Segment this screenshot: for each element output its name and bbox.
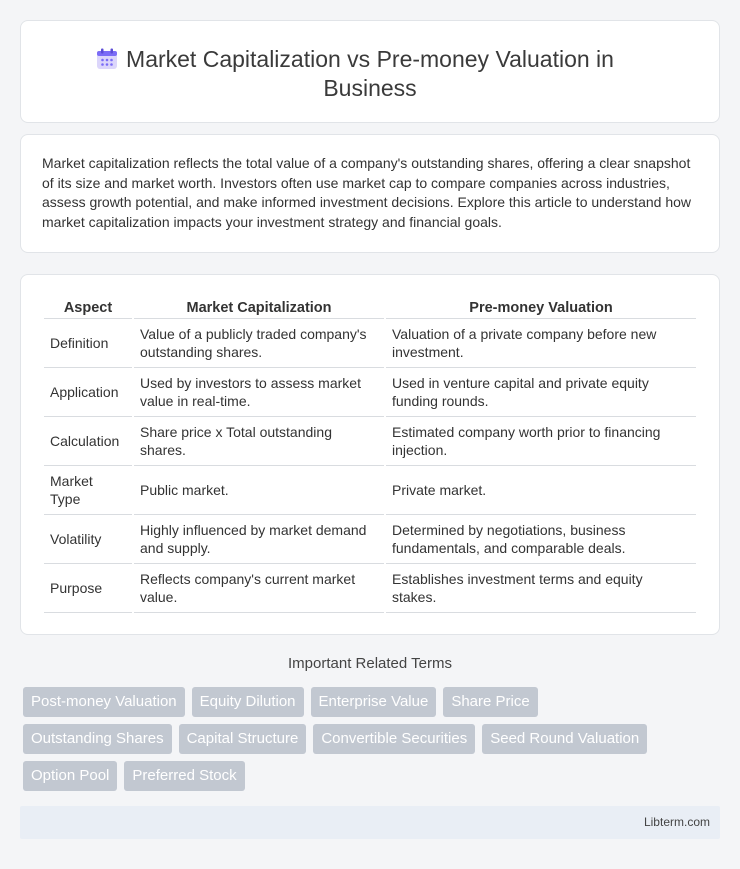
comparison-table: [42, 297, 698, 613]
table-row: [44, 368, 696, 417]
tag-enterprise-value[interactable]: Enterprise Value: [311, 687, 437, 717]
cell-market-cap: Used by investors to assess market value in real-time.: [134, 368, 384, 417]
cell-aspect: Volatility: [44, 515, 132, 564]
tag-preferred-stock[interactable]: Preferred Stock: [124, 761, 244, 791]
page-title: [21, 45, 719, 103]
tag-row: [23, 687, 703, 717]
footer-site-link[interactable]: Libterm.com: [643, 815, 710, 829]
cell-aspect: Application: [44, 368, 132, 417]
tag-row: [23, 761, 703, 791]
related-terms-list: [23, 687, 703, 798]
comparison-card: [20, 274, 720, 635]
table-header-row: [44, 297, 696, 319]
cell-market-cap: Highly influenced by market demand and supply.: [134, 515, 384, 564]
tag-convertible-securities[interactable]: Convertible Securities: [313, 724, 475, 754]
tag-equity-dilution[interactable]: Equity Dilution: [192, 687, 304, 717]
cell-market-cap: Share price x Total outstanding shares.: [134, 417, 384, 466]
header-pre-money: Pre-money Valuation: [386, 297, 696, 319]
tag-share-price[interactable]: Share Price: [443, 687, 537, 717]
cell-market-cap: Value of a publicly traded company's outstanding shares.: [134, 319, 384, 368]
cell-pre-money: Private market.: [386, 466, 696, 515]
table-row: [44, 466, 696, 515]
cell-pre-money: Determined by negotiations, business fundamentals, and comparable deals.: [386, 515, 696, 564]
table-row: [44, 417, 696, 466]
footer: [20, 806, 720, 839]
tag-outstanding-shares[interactable]: Outstanding Shares: [23, 724, 172, 754]
intro-paragraph: Market capitalization reflects the total value of a company's outstanding shares, offering a clear snapshot of its size and market worth. Investors often use market cap to compare companies across industries, assess growth potential, and make informed investment decisions. Explore this article to understand how market capitalization impacts your investment strategy and financial goals.: [42, 155, 692, 230]
table-row: [44, 564, 696, 613]
tag-capital-structure[interactable]: Capital Structure: [179, 724, 307, 754]
page-title-line2: Business: [323, 75, 417, 101]
cell-pre-money: Establishes investment terms and equity stakes.: [386, 564, 696, 613]
tag-option-pool[interactable]: Option Pool: [23, 761, 117, 791]
tag-seed-round-valuation[interactable]: Seed Round Valuation: [482, 724, 647, 754]
cell-aspect: Calculation: [44, 417, 132, 466]
cell-aspect: Definition: [44, 319, 132, 368]
page-title-line1: Market Capitalization vs Pre-money Valuation in: [126, 46, 614, 72]
cell-market-cap: Public market.: [134, 466, 384, 515]
intro-card: [20, 134, 720, 253]
related-terms-title: Important Related Terms: [288, 655, 452, 672]
header-card: [20, 20, 720, 123]
cell-pre-money: Estimated company worth prior to financing injection.: [386, 417, 696, 466]
cell-pre-money: Used in venture capital and private equity funding rounds.: [386, 368, 696, 417]
cell-pre-money: Valuation of a private company before new investment.: [386, 319, 696, 368]
header-aspect: Aspect: [44, 297, 132, 319]
cell-aspect: Market Type: [44, 466, 132, 515]
table-row: [44, 319, 696, 368]
tag-row: [23, 724, 703, 754]
tag-post-money-valuation[interactable]: Post-money Valuation: [23, 687, 185, 717]
header-market-cap: Market Capitalization: [134, 297, 384, 319]
cell-market-cap: Reflects company's current market value.: [134, 564, 384, 613]
cell-aspect: Purpose: [44, 564, 132, 613]
table-row: [44, 515, 696, 564]
